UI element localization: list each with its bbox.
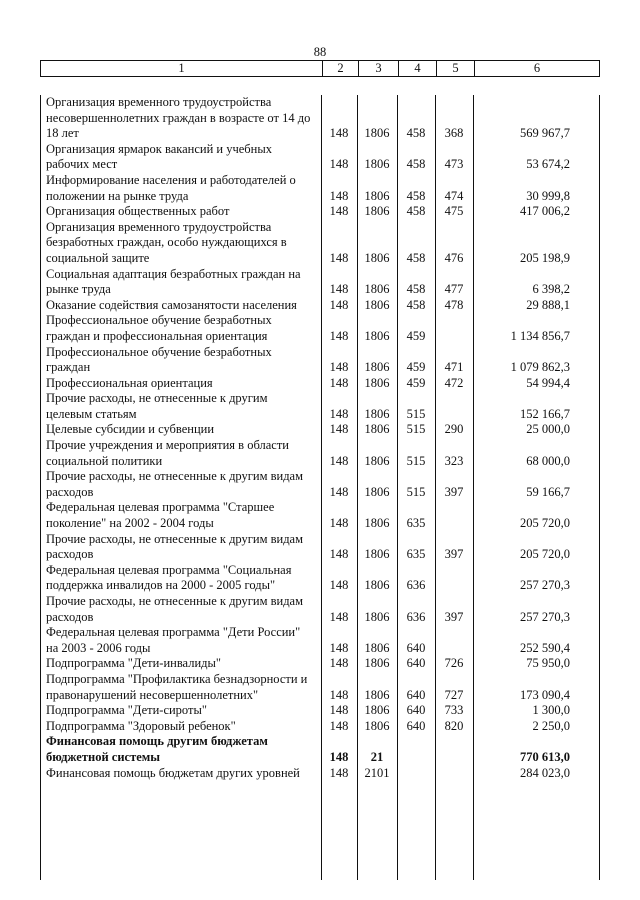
cell-amount: 173 090,4 [520,687,570,702]
cell-subsection: 1806 [364,328,390,343]
cell-name: Прочие учреждения и мероприятия в области социальной политики [46,438,289,468]
cell-target-item: 640 [406,703,426,718]
cell-expense-type: 471 [444,360,464,375]
cell-amount: 75 950,0 [526,656,570,671]
cell-amount: 59 166,7 [526,484,570,499]
table-header [40,60,600,77]
cell-section: 148 [329,157,349,172]
cell-expense-type: 820 [444,718,464,733]
cell-section: 148 [329,718,349,733]
cell-name: Организация ярмарок вакансий и учебных рабочих мест [46,141,273,172]
cell-target-item: 515 [406,422,426,437]
cell-target-item: 640 [406,718,426,733]
cell-section: 148 [329,578,349,593]
cell-target-item: 640 [406,656,426,671]
table-row [40,734,600,765]
table-row [40,766,600,782]
cell-amount: 205 720,0 [520,547,570,562]
table-row [40,204,600,220]
cell-subsection: 1806 [364,126,390,141]
cell-expense-type: 397 [444,484,464,499]
header-col-3: 3 [358,61,398,76]
cell-amount: 152 166,7 [520,406,570,421]
cell-name: Подпрограмма "Здоровый ребенок" [46,718,236,733]
cell-target-item: 640 [406,687,426,702]
cell-target-item: 458 [406,297,426,312]
cell-section: 148 [329,516,349,531]
cell-subsection: 21 [370,749,384,764]
cell-amount: 1 300,0 [532,703,570,718]
header-col-4: 4 [398,61,436,76]
cell-subsection: 1806 [364,656,390,671]
cell-expense-type: 475 [444,204,464,219]
cell-subsection: 2101 [364,765,390,780]
header-col-2: 2 [322,61,358,76]
cell-name: Финансовая помощь бюджетам других уровней [46,765,300,780]
cell-section: 148 [329,204,349,219]
cell-name: Профессиональное обучение безработных граждан и профессиональная ориентация [46,313,272,343]
table-row [40,391,600,422]
cell-name: Профессиональная ориентация [46,375,213,390]
cell-target-item: 636 [406,578,426,593]
table-row [40,345,600,376]
table-row [40,422,600,438]
cell-subsection: 1806 [364,578,390,593]
cell-amount: 68 000,0 [526,453,570,468]
cell-name: Организация временного трудоустройства несовершеннолетних граждан в возрасте от 14 до 18 лет [46,95,311,141]
cell-target-item: 515 [406,453,426,468]
cell-subsection: 1806 [364,609,390,624]
cell-target-item: 636 [406,609,426,624]
cell-section: 148 [329,360,349,375]
cell-subsection: 1806 [364,157,390,172]
cell-section: 148 [329,656,349,671]
cell-name: Оказание содействия самозанятости населения [46,297,297,312]
cell-amount: 6 398,2 [532,282,570,297]
cell-section: 148 [329,640,349,655]
cell-subsection: 1806 [364,375,390,390]
table-row [40,173,600,204]
cell-name: Профессиональное обучение безработных граждан [46,344,272,375]
table-row [40,656,600,672]
table-row [40,469,600,500]
cell-amount: 205 720,0 [520,516,570,531]
cell-amount: 569 967,7 [520,126,570,141]
cell-name: Подпрограмма "Профилактика безнадзорности и правонарушений несовершеннолетних" [46,671,308,702]
cell-target-item: 458 [406,157,426,172]
cell-name: Прочие расходы, не отнесенные к другим видам расходов [46,469,304,499]
cell-subsection: 1806 [364,703,390,718]
budget-table [40,95,600,880]
cell-name: Прочие расходы, не отнесенные к другим видам расходов [46,594,304,624]
cell-expense-type: 473 [444,157,464,172]
cell-amount: 257 270,3 [520,609,570,624]
cell-amount: 25 000,0 [526,422,570,437]
table-row [40,563,600,594]
table-row [40,313,600,344]
cell-amount: 2 250,0 [532,718,570,733]
cell-amount: 205 198,9 [520,250,570,265]
cell-target-item: 458 [406,126,426,141]
cell-expense-type: 726 [444,656,464,671]
cell-name: Подпрограмма "Дети-инвалиды" [46,656,222,671]
table-row [40,532,600,563]
cell-expense-type: 733 [444,703,464,718]
cell-target-item: 640 [406,640,426,655]
cell-target-item: 459 [406,328,426,343]
cell-section: 148 [329,375,349,390]
cell-section: 148 [329,609,349,624]
cell-subsection: 1806 [364,718,390,733]
table-row [40,95,600,142]
cell-amount: 417 006,2 [520,204,570,219]
table-row [40,376,600,392]
cell-amount: 30 999,8 [526,188,570,203]
table-row [40,500,600,531]
table-rows [40,95,600,781]
cell-expense-type: 476 [444,250,464,265]
page-number: 88 [313,45,327,59]
cell-subsection: 1806 [364,250,390,265]
cell-section: 148 [329,547,349,562]
cell-target-item: 515 [406,484,426,499]
cell-expense-type: 397 [444,609,464,624]
cell-subsection: 1806 [364,484,390,499]
header-col-1: 1 [178,61,185,75]
table-row [40,719,600,735]
table-row [40,703,600,719]
header-col-5: 5 [436,61,474,76]
table-row [40,625,600,656]
cell-section: 148 [329,188,349,203]
cell-name: Организация временного трудоустройства безработных граждан, особо нуждающихся в социальной защите [46,219,287,265]
cell-section: 148 [329,297,349,312]
cell-subsection: 1806 [364,188,390,203]
cell-section: 148 [329,484,349,499]
cell-section: 148 [329,282,349,297]
cell-name: Социальная адаптация безработных граждан на рынке труда [46,266,301,297]
cell-subsection: 1806 [364,640,390,655]
cell-name: Финансовая помощь другим бюджетам бюджетной системы [46,734,268,764]
cell-amount: 257 270,3 [520,578,570,593]
cell-expense-type: 323 [444,453,464,468]
cell-section: 148 [329,453,349,468]
cell-amount: 29 888,1 [526,297,570,312]
cell-section: 148 [329,406,349,421]
table-row [40,298,600,314]
cell-name: Прочие расходы, не отнесенные к другим целевым статьям [46,391,268,421]
cell-amount: 1 134 856,7 [510,328,570,343]
cell-section: 148 [329,328,349,343]
cell-name: Федеральная целевая программа "Старшее поколение" на 2002 - 2004 годы [46,500,275,531]
cell-name: Подпрограмма "Дети-сироты" [46,703,207,718]
cell-name: Федеральная целевая программа "Дети России" на 2003 - 2006 годы [46,625,301,655]
cell-name: Целевые субсидии и субвенции [46,422,215,437]
cell-subsection: 1806 [364,406,390,421]
cell-name: Прочие расходы, не отнесенные к другим видам расходов [46,531,304,562]
cell-expense-type: 477 [444,282,464,297]
cell-expense-type: 478 [444,297,464,312]
cell-target-item: 458 [406,282,426,297]
cell-section: 148 [329,765,349,780]
cell-expense-type: 474 [444,188,464,203]
cell-section: 148 [329,126,349,141]
cell-target-item: 515 [406,406,426,421]
table-row [40,267,600,298]
cell-subsection: 1806 [364,297,390,312]
cell-subsection: 1806 [364,360,390,375]
table-row [40,220,600,267]
table-row [40,672,600,703]
cell-target-item: 635 [406,516,426,531]
cell-amount: 54 994,4 [526,375,570,390]
cell-expense-type: 472 [444,375,464,390]
cell-section: 148 [329,687,349,702]
cell-target-item: 458 [406,188,426,203]
cell-target-item: 635 [406,547,426,562]
cell-expense-type: 727 [444,687,464,702]
table-row [40,594,600,625]
cell-expense-type: 368 [444,126,464,141]
table-row [40,438,600,469]
cell-target-item: 458 [406,250,426,265]
table-row [40,142,600,173]
cell-subsection: 1806 [364,282,390,297]
cell-name: Организация общественных работ [46,204,230,219]
cell-section: 148 [329,250,349,265]
cell-subsection: 1806 [364,204,390,219]
cell-amount: 770 613,0 [520,749,570,764]
cell-target-item: 459 [406,375,426,390]
cell-name: Информирование населения и работодателей о положении на рынке труда [46,172,296,203]
cell-target-item: 459 [406,360,426,375]
header-col-6: 6 [474,61,599,76]
cell-section: 148 [329,703,349,718]
cell-expense-type: 290 [444,422,464,437]
cell-subsection: 1806 [364,516,390,531]
cell-subsection: 1806 [364,422,390,437]
cell-amount: 252 590,4 [520,640,570,655]
cell-expense-type: 397 [444,547,464,562]
cell-subsection: 1806 [364,453,390,468]
cell-section: 148 [329,749,349,764]
cell-target-item: 458 [406,204,426,219]
cell-amount: 1 079 862,3 [510,360,570,375]
cell-section: 148 [329,422,349,437]
cell-subsection: 1806 [364,547,390,562]
cell-name: Федеральная целевая программа "Социальная поддержка инвалидов на 2000 - 2005 годы" [46,562,292,593]
cell-amount: 284 023,0 [520,765,570,780]
cell-subsection: 1806 [364,687,390,702]
cell-amount: 53 674,2 [526,157,570,172]
